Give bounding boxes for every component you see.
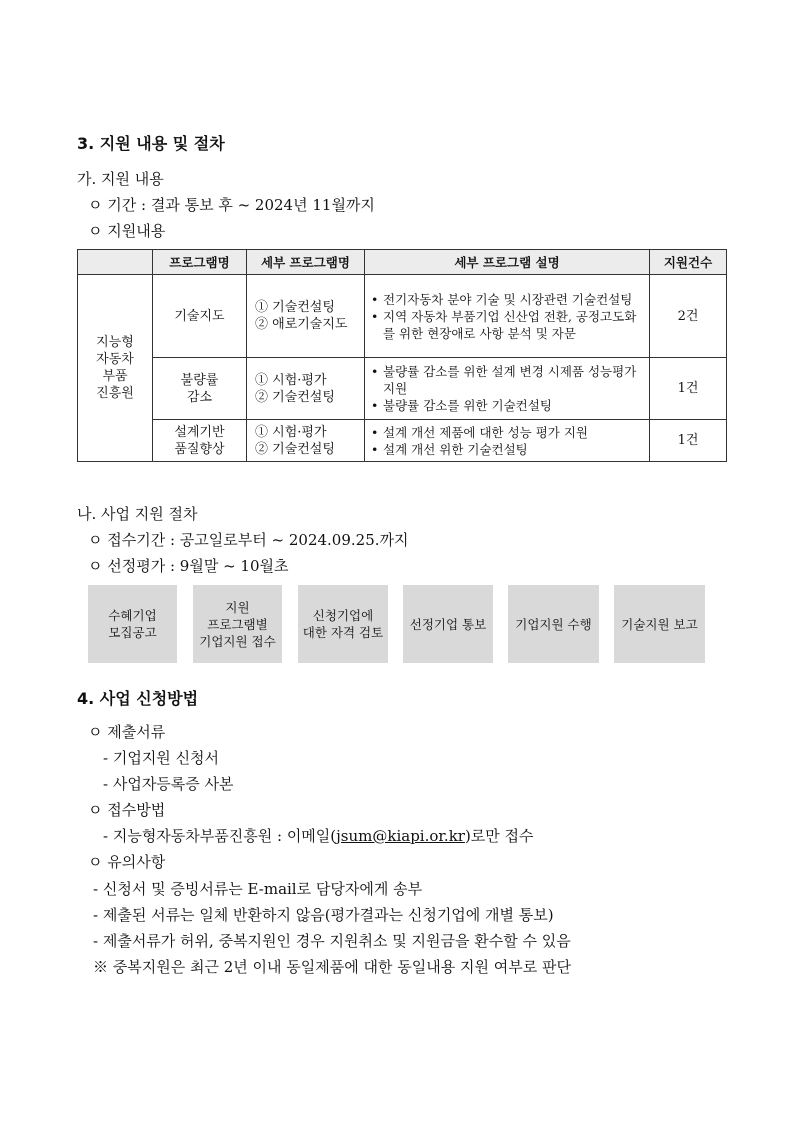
detail-cell: ① 기술컨설팅 ② 애로기술지도 [247,275,365,358]
document-item: - 기업지원 신청서 [103,749,220,767]
detail-cell: ① 시험·평가 ② 기술컨설팅 [247,358,365,420]
flow-step-2: 지원 프로그램별 기업지원 접수 [193,585,282,663]
section-4-title: 4. 사업 신청방법 [77,689,199,708]
program-name: 기술지도 [153,275,247,358]
header-description: 세부 프로그램 설명 [365,250,650,275]
method-text: - 지능형자동차부품진흥원 : 이메일(jsum@kiapi.or.kr)로만 접수 [103,827,534,845]
note-item: - 제출서류가 허위, 중복지원인 경우 지원취소 및 지원금을 환수할 수 있음 [93,932,571,950]
program-name: 불량률 감소 [153,358,247,420]
subsection-a-title: 가. 지원 내용 [77,170,164,188]
count-cell: 1건 [650,420,727,462]
description-cell [365,420,650,462]
detail-cell: ① 시험·평가 ② 기술컨설팅 [247,420,365,462]
notes-label: ㅇ 유의사항 [88,853,166,871]
header-detail: 세부 프로그램명 [247,250,365,275]
support-period: ㅇ 기간 : 결과 통보 후 ~ 2024년 11월까지 [88,196,375,214]
count-cell: 2건 [650,275,727,358]
count-cell: 1건 [650,358,727,420]
table-header-row [78,250,727,275]
header-program: 프로그램명 [153,250,247,275]
selection-period: ㅇ 선정평가 : 9월말 ~ 10월초 [88,557,289,575]
table-row [78,358,727,420]
note-item: - 신청서 및 증빙서류는 E-mail로 담당자에게 송부 [93,880,423,898]
table-row [78,275,727,358]
note-item: - 제출된 서류는 일체 반환하지 않음(평가결과는 신청기업에 개별 통보) [93,906,554,924]
flow-step-1: 수혜기업 모집공고 [88,585,177,663]
description-cell [365,275,650,358]
email-link[interactable]: jsum@kiapi.or.kr [336,827,465,845]
list-item: • 불량률 감소를 위한 기술컨설팅 [371,397,645,414]
table-row [78,420,727,462]
program-table [77,249,727,462]
description-cell [365,358,650,420]
section-3-title: 3. 지원 내용 및 절차 [77,134,225,153]
header-blank [78,250,153,275]
list-item: • 지역 자동차 부품기업 신산업 전환, 공정고도화를 위한 현장애로 사항 분석 및 자문 [371,308,645,342]
org-cell: 지능형 자동차 부품 진흥원 [78,275,153,462]
list-item: • 전기자동차 분야 기술 및 시장관련 기술컨설팅 [371,291,645,308]
program-name: 설계기반 품질향상 [153,420,247,462]
flow-step-3: 신청기업에 대한 자격 검토 [298,585,388,663]
flow-step-4: 선정기업 통보 [403,585,493,663]
note-remark: ※ 중복지원은 최근 2년 이내 동일제품에 대한 동일내용 지원 여부로 판단 [93,958,571,976]
list-item: • 설계 개선 제품에 대한 성능 평가 지원 [371,424,645,441]
support-content-label: ㅇ 지원내용 [88,222,166,240]
subsection-b-title: 나. 사업 지원 절차 [77,505,198,523]
method-label: ㅇ 접수방법 [88,801,166,819]
document-item: - 사업자등록증 사본 [103,775,234,793]
flow-step-6: 기술지원 보고 [614,585,705,663]
list-item: • 불량률 감소를 위한 설계 변경 시제품 성능평가 지원 [371,363,645,397]
list-item: • 설계 개선 위한 기술컨설팅 [371,441,645,458]
documents-label: ㅇ 제출서류 [88,723,166,741]
header-count: 지원건수 [650,250,727,275]
reception-period: ㅇ 접수기간 : 공고일로부터 ~ 2024.09.25.까지 [88,531,409,549]
flow-step-5: 기업지원 수행 [508,585,599,663]
